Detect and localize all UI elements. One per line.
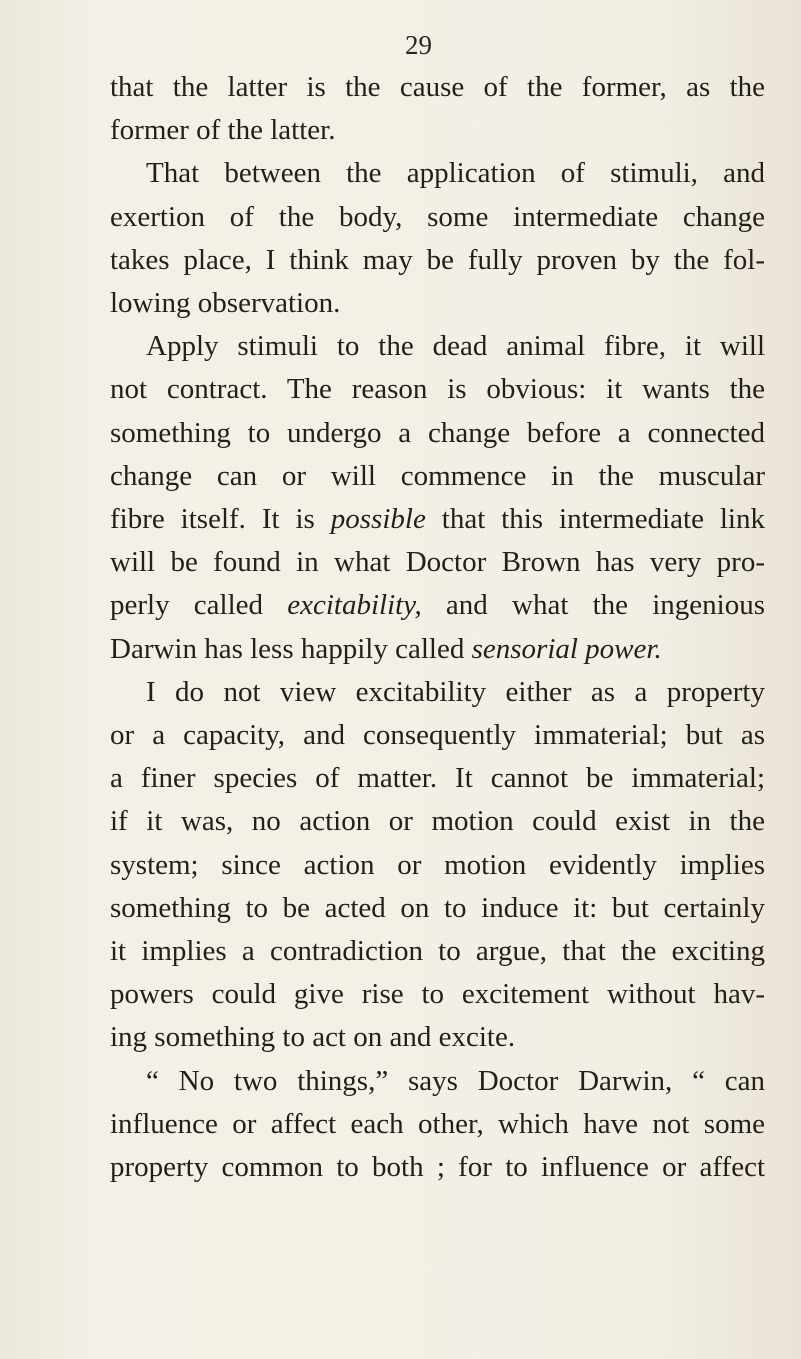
text-line: something to undergo a change before a connected (110, 416, 765, 449)
text-line: that the latter is the cause of the former, as the (110, 71, 765, 103)
paragraph (110, 152, 765, 325)
text-line: property common to both ; for to influence or affect (110, 1151, 765, 1184)
text-line: change can or will commence in the muscular (110, 459, 765, 492)
body-text (110, 66, 765, 1189)
text-line: That between the application of stimuli, and (146, 157, 765, 190)
paragraph (110, 325, 765, 671)
text-line: not contract. The reason is obvious: it wants the (110, 373, 765, 406)
text-line: powers could give rise to excitement without hav- (110, 978, 765, 1011)
text-line: ing something to act on and excite. (110, 1021, 516, 1054)
text-line: perly called excitability, and what the ingenious (110, 589, 765, 622)
page-number: 29 (405, 30, 432, 60)
text-line: Darwin has less happily called sensorial power. (110, 632, 662, 665)
text-line: something to be acted on to induce it: but certainly (110, 891, 765, 924)
text-line: Apply stimuli to the dead animal fibre, it will (146, 330, 765, 363)
paragraph (110, 671, 765, 1060)
text-line: it implies a contradiction to argue, that the exciting (110, 935, 765, 968)
italic-term: possible (330, 503, 426, 536)
italic-term: excitability, (287, 589, 422, 622)
text-line: former of the latter. (110, 114, 336, 147)
text-line: I do not view excitability either as a property (146, 675, 765, 708)
text-line: or a capacity, and consequently immaterial; but as (110, 719, 765, 752)
text-line: exertion of the body, some intermediate change (110, 200, 765, 233)
text-line: fibre itself. It is possible that this intermediate link (110, 503, 765, 536)
italic-term: sensorial power. (471, 632, 662, 665)
text-line: influence or affect each other, which have not some (110, 1107, 765, 1140)
paragraph (110, 66, 765, 152)
text-line: system; since action or motion evidently implies (110, 848, 765, 881)
text-line: a finer species of matter. It cannot be immaterial; (110, 762, 765, 795)
text-line: “ No two things,” says Doctor Darwin, “ can (146, 1064, 765, 1097)
text-line: lowing observation. (110, 287, 341, 320)
text-line: will be found in what Doctor Brown has very pro- (110, 546, 765, 579)
paragraph (110, 1060, 765, 1190)
text-line: if it was, no action or motion could exist in the (110, 805, 765, 838)
text-line: takes place, I think may be fully proven by the fol- (110, 243, 765, 276)
